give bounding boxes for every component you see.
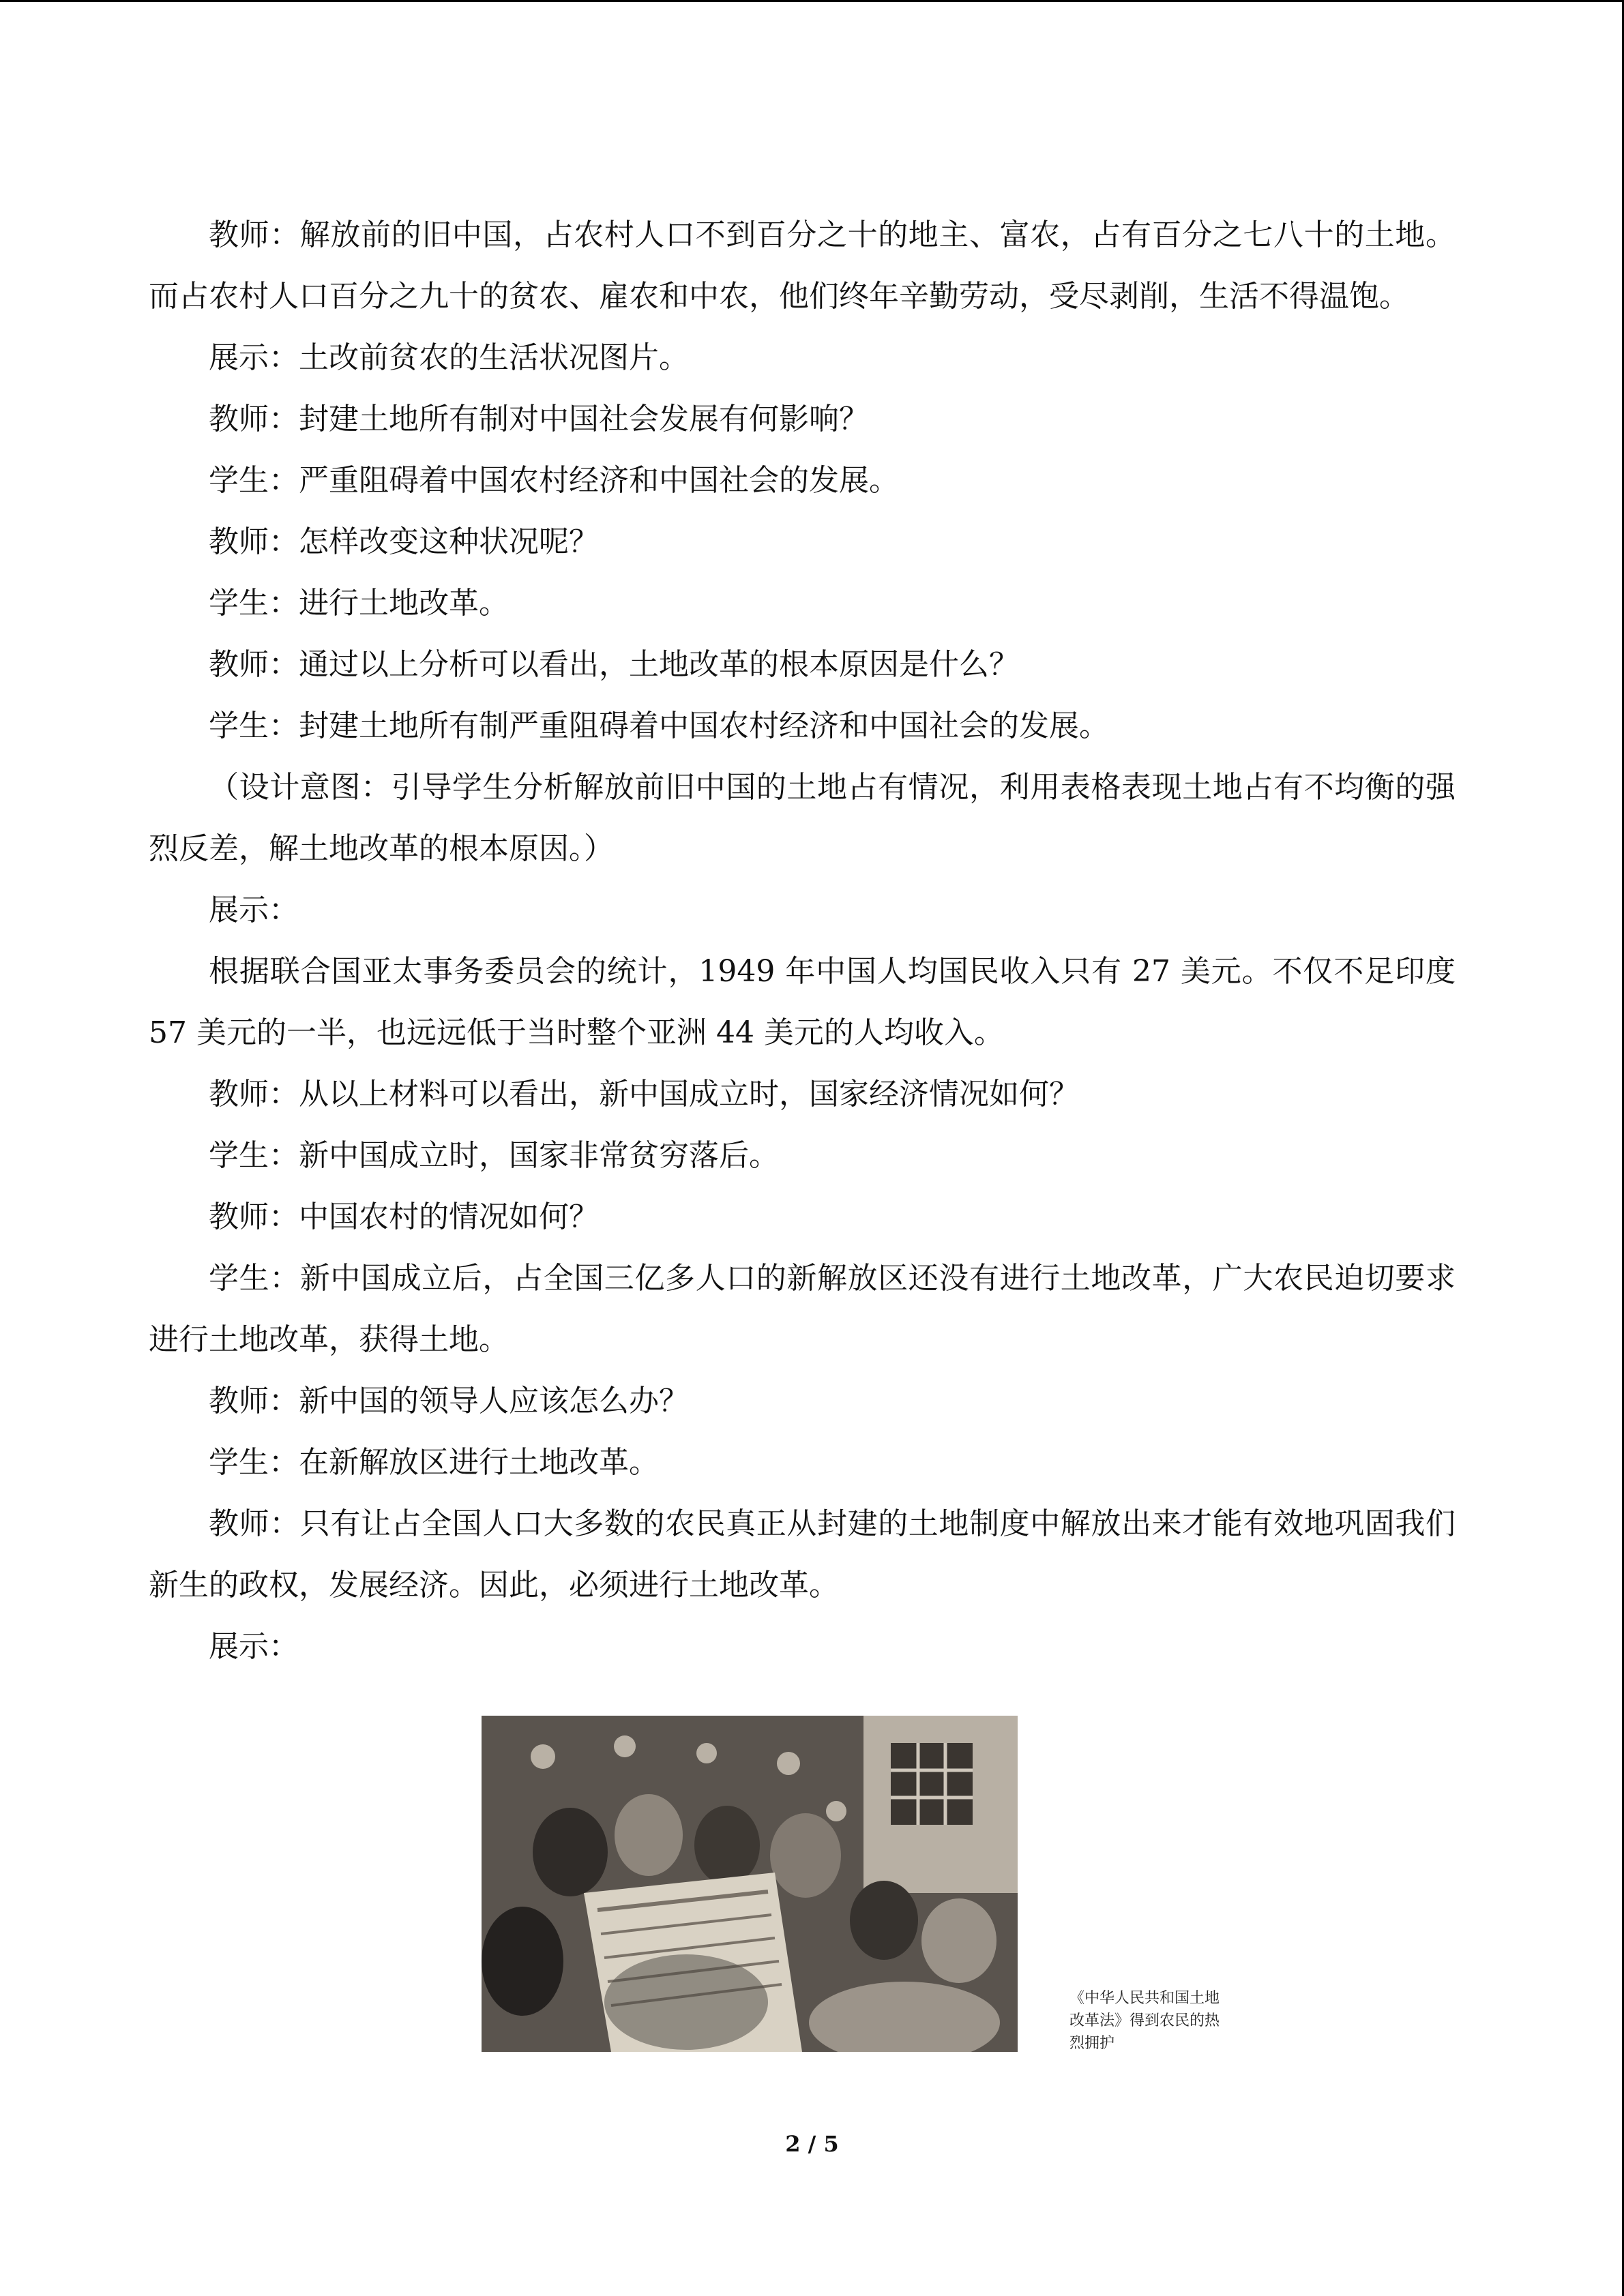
paragraph: 教师：只有让占全国人口大多数的农民真正从封建的土地制度中解放出来才能有效地巩固我们新生的政权，发展经济。因此，必须进行土地改革。	[149, 1506, 1456, 1602]
paragraph: 学生：封建土地所有制严重阻碍着中国农村经济和中国社会的发展。	[209, 709, 1109, 743]
paragraph: 学生：严重阻碍着中国农村经济和中国社会的发展。	[209, 463, 899, 498]
paragraph: 根据联合国亚太事务委员会的统计，1949 年中国人均国民收入只有 27 美元。不仅不足印度 57 美元的一半，也远远低于当时整个亚洲 44 美元的人均收入。	[149, 954, 1456, 1050]
figure-caption: 《中华人民共和国土地改革法》得到农民的热烈拥护	[1069, 1990, 1220, 2052]
page-number: 2 / 5	[785, 2131, 839, 2157]
paragraph: 教师：通过以上分析可以看出，土地改革的根本原因是什么？	[209, 647, 1019, 682]
paragraph: 展示：	[209, 893, 299, 927]
figure	[482, 1716, 1232, 2057]
paragraph: 展示：	[209, 1629, 299, 1664]
paragraph: 学生：新中国成立时，国家非常贫穷落后。	[209, 1138, 779, 1173]
photo-illustration	[482, 1716, 1018, 2052]
land-reform-photo	[482, 1716, 1018, 2052]
paragraph: 学生：新中国成立后，占全国三亿多人口的新解放区还没有进行土地改革，广大农民迫切要求进行土地改革，获得土地。	[149, 1261, 1456, 1357]
paragraph: 学生：进行土地改革。	[209, 586, 509, 621]
document-body	[149, 205, 1456, 1678]
paragraph: 教师：新中国的领导人应该怎么办？	[209, 1384, 689, 1418]
paragraph: 学生：在新解放区进行土地改革。	[209, 1445, 659, 1480]
paragraph: 教师：封建土地所有制对中国社会发展有何影响？	[209, 402, 869, 436]
paragraph: （设计意图：引导学生分析解放前旧中国的土地占有情况，利用表格表现土地占有不均衡的强烈反差，解土地改革的根本原因。）	[149, 770, 1456, 866]
paragraph: 教师：解放前的旧中国，占农村人口不到百分之十的地主、富农，占有百分之七八十的土地。而占农村人口百分之九十的贫农、雇农和中农，他们终年辛勤劳动，受尽剥削，生活不得温饱。	[149, 218, 1456, 314]
page-border-top	[0, 0, 1624, 2]
paragraph: 展示：土改前贫农的生活状况图片。	[209, 340, 689, 375]
paragraph: 教师：怎样改变这种状况呢？	[209, 524, 599, 559]
paragraph: 教师：中国农村的情况如何？	[209, 1199, 599, 1234]
paragraph: 教师：从以上材料可以看出，新中国成立时，国家经济情况如何？	[209, 1077, 1079, 1112]
